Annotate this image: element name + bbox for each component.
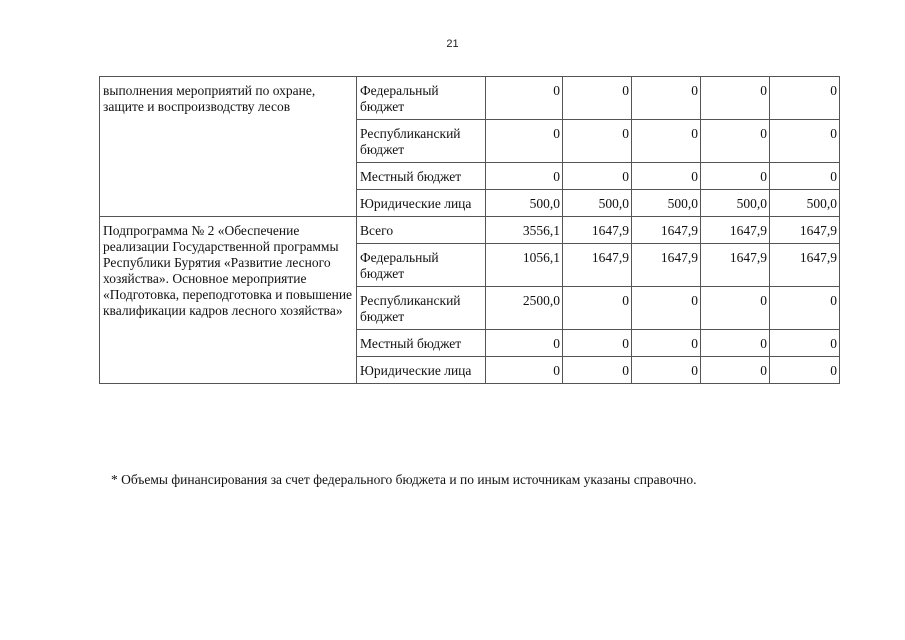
table-row — [100, 217, 840, 244]
funding-source: Республиканский бюджет — [357, 120, 486, 163]
value-cell: 0 — [770, 120, 840, 163]
table-row — [100, 77, 840, 120]
funding-source: Местный бюджет — [357, 163, 486, 190]
value-cell: 500,0 — [701, 190, 770, 217]
value-cell: 1647,9 — [632, 244, 701, 287]
value-cell: 0 — [770, 163, 840, 190]
value-cell: 0 — [770, 357, 840, 384]
value-cell: 0 — [486, 330, 563, 357]
value-cell: 0 — [486, 163, 563, 190]
funding-source: Местный бюджет — [357, 330, 486, 357]
value-cell: 1647,9 — [770, 217, 840, 244]
value-cell: 0 — [632, 163, 701, 190]
value-cell: 1647,9 — [632, 217, 701, 244]
value-cell: 0 — [486, 120, 563, 163]
funding-source: Республиканский бюджет — [357, 287, 486, 330]
program-description: Подпрограмма № 2 «Обеспечение реализации Государственной программы Республики Бурятия «Развитие лесного хозяйства». Основное мероприятие «Подготовка, переподготовка и повышение квалификации кадров лесного хозяйства» — [100, 217, 357, 384]
value-cell: 0 — [632, 357, 701, 384]
value-cell: 1647,9 — [563, 217, 632, 244]
value-cell: 0 — [701, 357, 770, 384]
value-cell: 0 — [701, 120, 770, 163]
funding-source: Федеральный бюджет — [357, 77, 486, 120]
value-cell: 1056,1 — [486, 244, 563, 287]
value-cell: 1647,9 — [701, 244, 770, 287]
value-cell: 0 — [770, 330, 840, 357]
funding-source: Юридические лица — [357, 357, 486, 384]
value-cell: 0 — [563, 287, 632, 330]
program-description: выполнения мероприятий по охране, защите и воспроизводству лесов — [100, 77, 357, 217]
value-cell: 0 — [701, 330, 770, 357]
value-cell: 0 — [632, 287, 701, 330]
value-cell: 0 — [563, 163, 632, 190]
value-cell: 0 — [701, 77, 770, 120]
budget-table — [99, 76, 840, 384]
page-number: 21 — [446, 38, 459, 50]
value-cell: 0 — [632, 120, 701, 163]
value-cell: 0 — [486, 357, 563, 384]
funding-source: Юридические лица — [357, 190, 486, 217]
value-cell: 0 — [770, 287, 840, 330]
value-cell: 0 — [632, 330, 701, 357]
value-cell: 1647,9 — [770, 244, 840, 287]
value-cell: 1647,9 — [563, 244, 632, 287]
value-cell: 0 — [701, 163, 770, 190]
value-cell: 0 — [563, 120, 632, 163]
value-cell: 0 — [486, 77, 563, 120]
value-cell: 0 — [770, 77, 840, 120]
value-cell: 1647,9 — [701, 217, 770, 244]
value-cell: 0 — [563, 77, 632, 120]
value-cell: 500,0 — [563, 190, 632, 217]
value-cell: 0 — [563, 330, 632, 357]
value-cell: 3556,1 — [486, 217, 563, 244]
value-cell: 500,0 — [770, 190, 840, 217]
value-cell: 2500,0 — [486, 287, 563, 330]
value-cell: 0 — [701, 287, 770, 330]
value-cell: 0 — [632, 77, 701, 120]
value-cell: 500,0 — [486, 190, 563, 217]
funding-source: Всего — [357, 217, 486, 244]
value-cell: 0 — [563, 357, 632, 384]
value-cell: 500,0 — [632, 190, 701, 217]
funding-source: Федеральный бюджет — [357, 244, 486, 287]
footnote: * Объемы финансирования за счет федерального бюджета и по иным источникам указаны справочно. — [111, 472, 697, 487]
